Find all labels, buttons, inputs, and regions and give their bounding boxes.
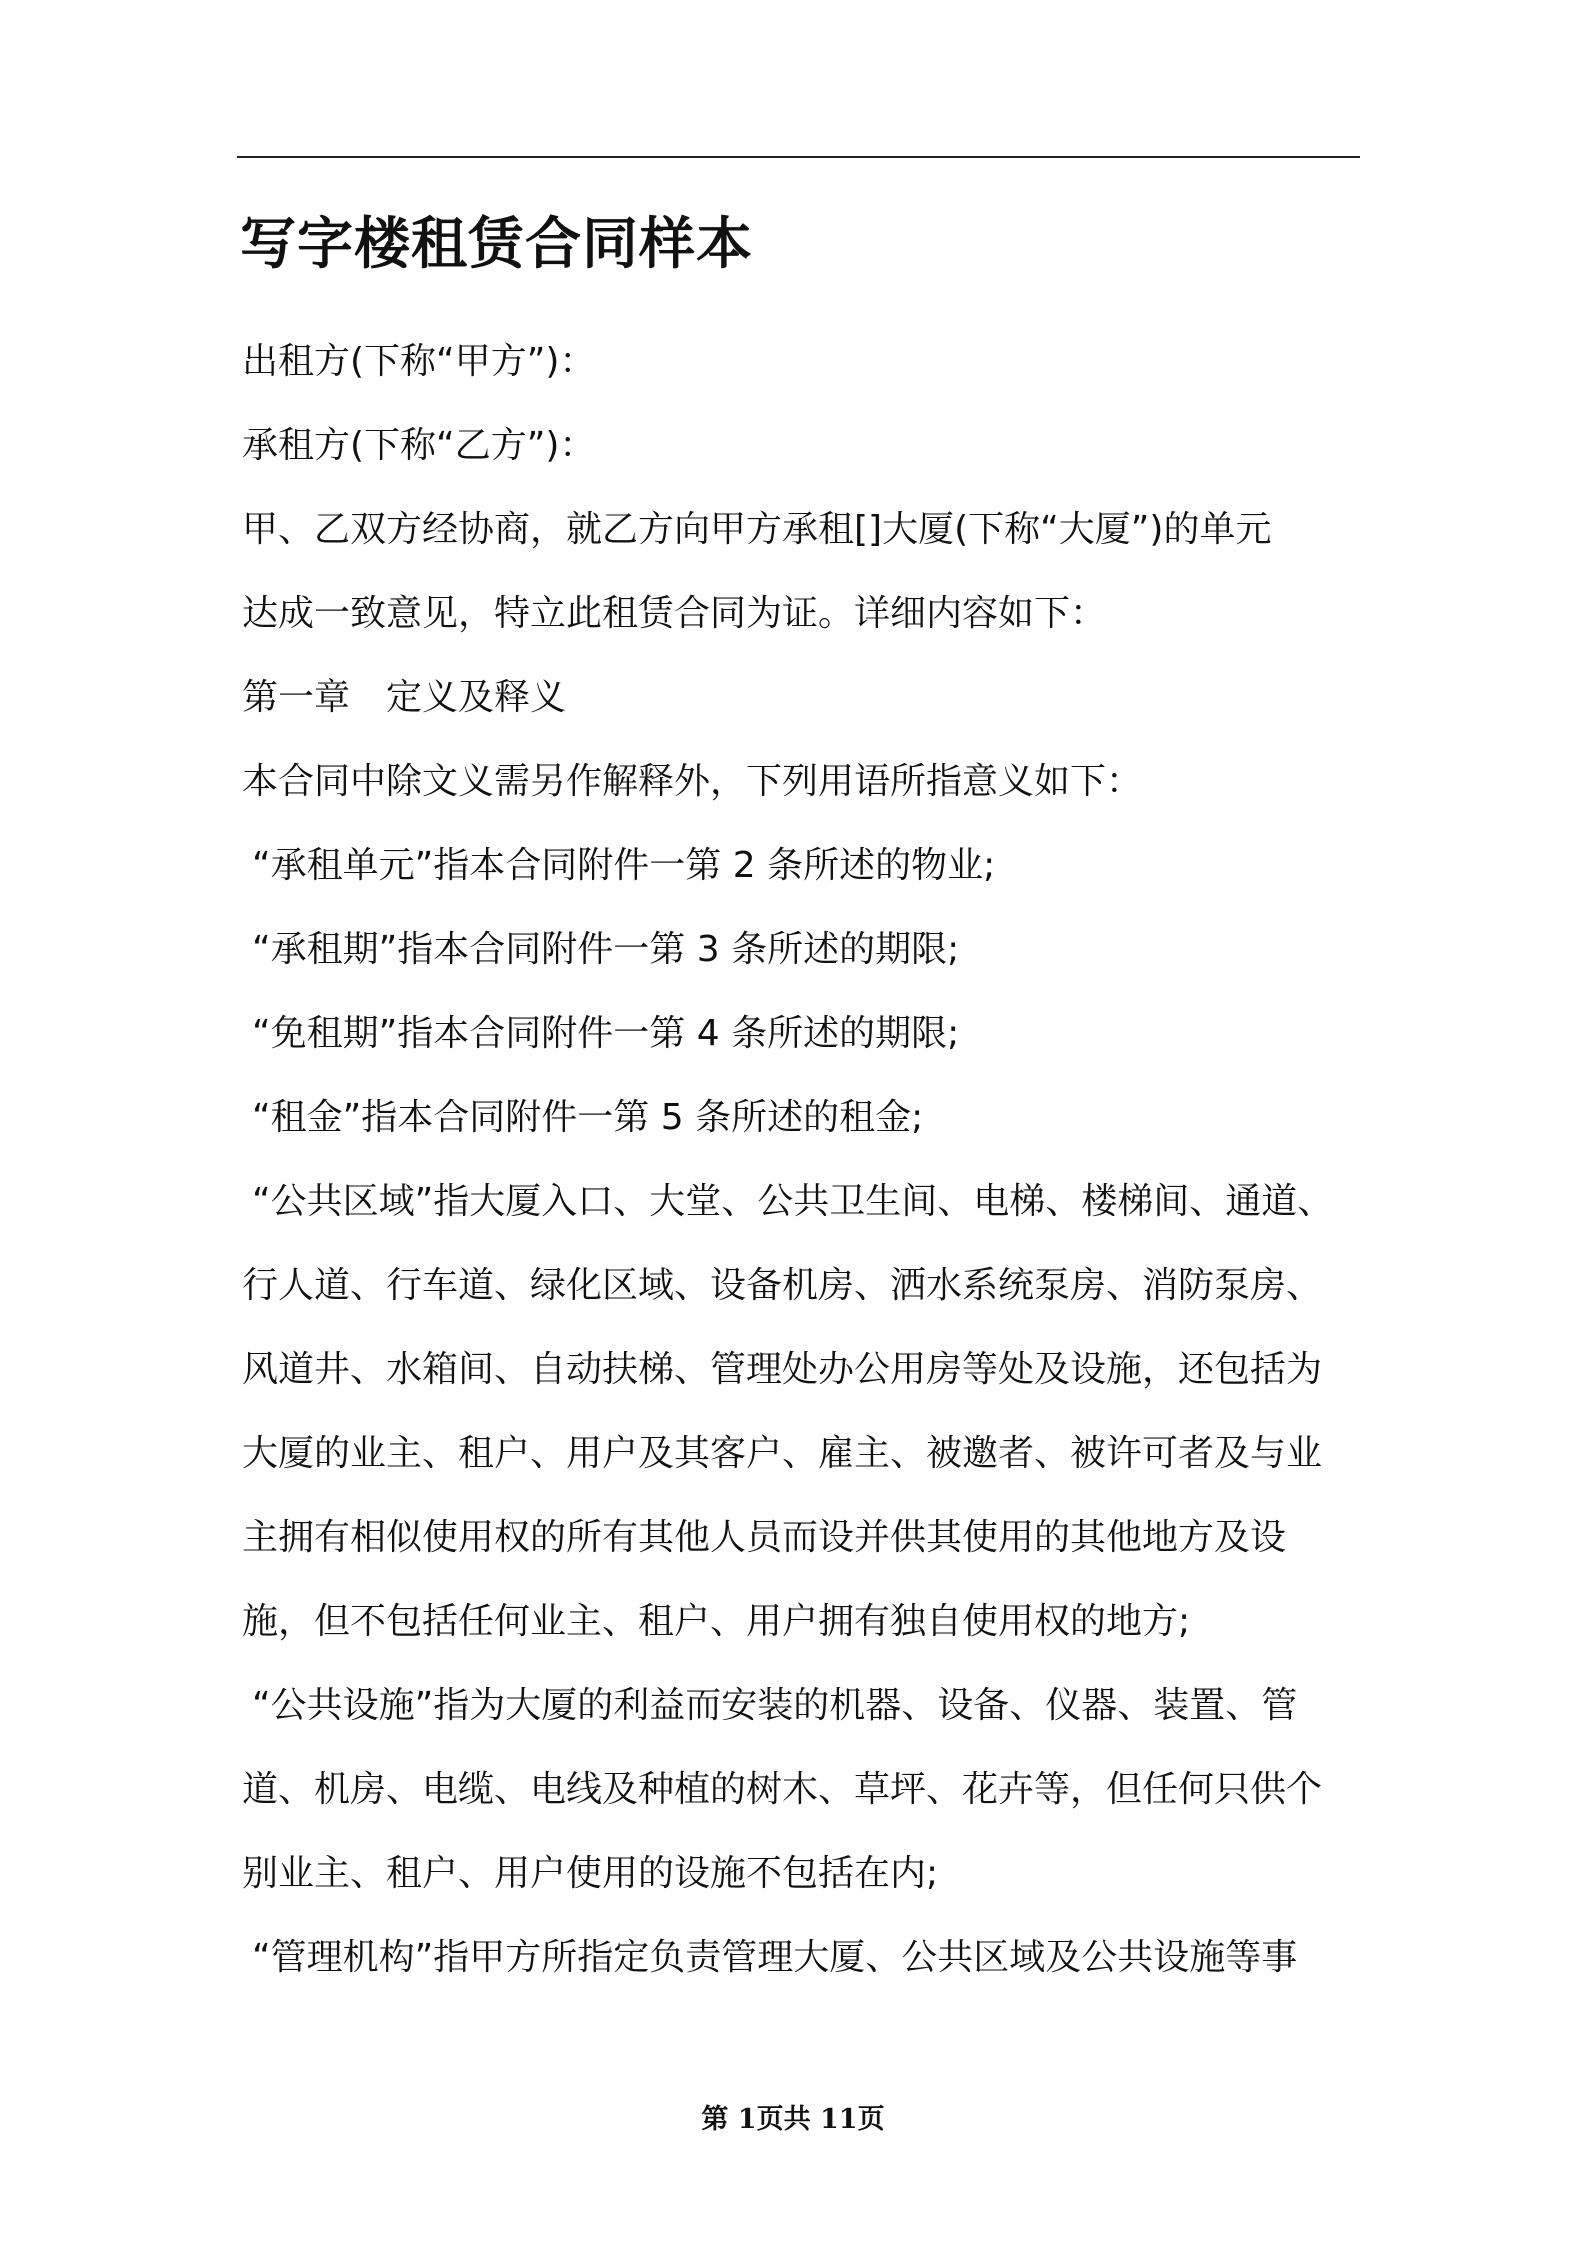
chapter-title: 定义及释义 [386,677,567,718]
document-title: 写字楼租赁合同样本 [240,212,753,277]
chapter-heading [242,656,1362,740]
definition-line: “公共区域”指大厦入口、大堂、公共卫生间、电梯、楼梯间、通道、 [252,1181,1334,1222]
paragraph-line: 主拥有相似使用权的所有其他人员而设并供其使用的其他地方及设 [242,1517,1287,1558]
header-rule [237,156,1360,158]
paragraph-line: 道、机房、电缆、电线及种植的树木、草坪、花卉等，但任何只供个 [242,1769,1323,1810]
definition-line: “管理机构”指甲方所指定负责管理大厦、公共区域及公共设施等事 [252,1937,1298,1978]
definition-line: “公共设施”指为大厦的利益而安装的机器、设备、仪器、装置、管 [252,1685,1298,1726]
paragraph-line: 本合同中除文义需另作解释外，下列用语所指意义如下： [242,761,1143,802]
page-footer: 第 1页共 11页 [701,2104,885,2135]
document-body [242,320,1362,2000]
paragraph-line: 达成一致意见，特立此租赁合同为证。详细内容如下： [242,593,1107,634]
definition-line: “免租期”指本合同附件一第 4 条所述的期限; [252,1013,960,1054]
lessor-line: 出租方(下称“甲方”)： [242,341,596,382]
paragraph-line: 行人道、行车道、绿化区域、设备机房、洒水系统泵房、消防泵房、 [242,1265,1323,1306]
paragraph-line: 风道井、水箱间、自动扶梯、管理处办公用房等处及设施，还包括为 [242,1349,1323,1390]
chapter-number: 第一章 [242,677,351,718]
paragraph-line: 施，但不包括任何业主、租户、用户拥有独自使用权的地方; [242,1601,1191,1642]
paragraph-line: 甲、乙双方经协商，就乙方向甲方承租[]大厦(下称“大厦”)的单元 [242,509,1272,550]
lessee-line: 承租方(下称“乙方”)： [242,425,596,466]
definition-line: “租金”指本合同附件一第 5 条所述的租金; [252,1097,924,1138]
paragraph-line: 别业主、租户、用户使用的设施不包括在内; [242,1853,939,1894]
paragraph-line: 大厦的业主、租户、用户及其客户、雇主、被邀者、被许可者及与业 [242,1433,1323,1474]
definition-line: “承租期”指本合同附件一第 3 条所述的期限; [252,929,960,970]
definition-line: “承租单元”指本合同附件一第 2 条所述的物业; [252,845,996,886]
